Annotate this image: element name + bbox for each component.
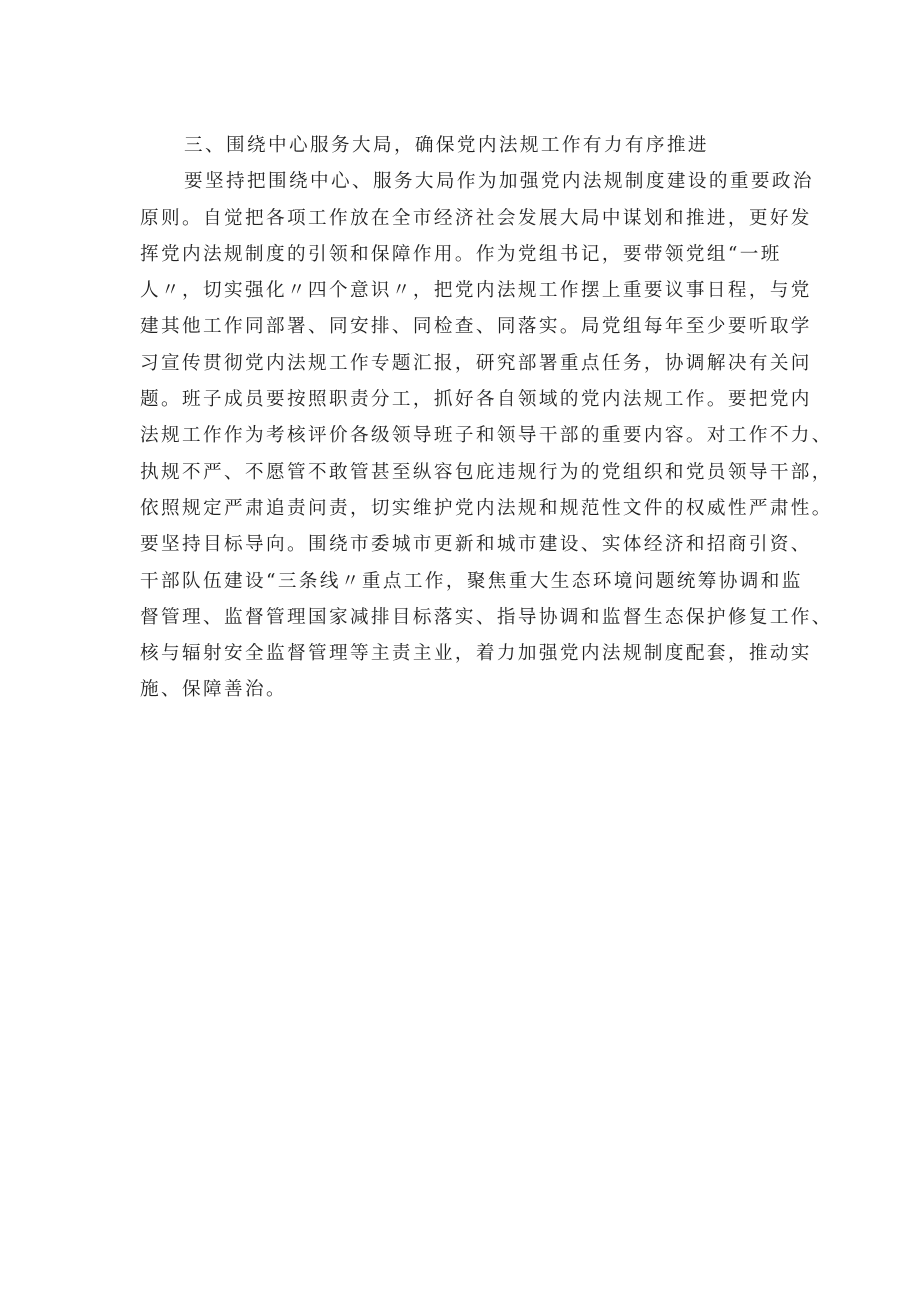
paragraph-line: 原则。自觉把各项工作放在全市经济社会发展大局中谋划和推进，更好发 <box>140 207 812 229</box>
paragraph-line: 施、保障善治。 <box>140 679 287 701</box>
paragraph-line: 执规不严、不愿管不敢管甚至纵容包庇违规行为的党组织和党员领导干部， <box>140 461 833 483</box>
paragraph-line: 核与辐射安全监督管理等主责主业，着力加强党内法规制度配套，推动实 <box>140 643 812 665</box>
section-heading: 三、围绕中心服务大局，确保党内法规工作有力有序推进 <box>184 135 709 156</box>
document-body <box>140 128 833 709</box>
paragraph-line: 挥党内法规制度的引领和保障作用。作为党组书记，要带领党组“一班 <box>140 243 782 265</box>
paragraph-line: 要坚持把围绕中心、服务大局作为加强党内法规制度建设的重要政治 <box>184 171 814 193</box>
paragraph-line: 依照规定严肃追责问责，切实维护党内法规和规范性文件的权威性严肃性。 <box>140 497 833 519</box>
paragraph-line: 人〃，切实强化〃四个意识〃，把党内法规工作摆上重要议事日程，与党 <box>140 280 812 302</box>
paragraph-line: 督管理、监督管理国家减排目标落实、指导协调和监督生态保护修复工作、 <box>140 606 833 628</box>
paragraph-line: 法规工作作为考核评价各级领导班子和领导干部的重要内容。对工作不力、 <box>140 425 833 447</box>
paragraph-line: 题。班子成员要按照职责分工，抓好各自领域的党内法规工作。要把党内 <box>140 389 812 411</box>
paragraph-line: 干部队伍建设“三条线〃重点工作，聚焦重大生态环境问题统筹协调和监 <box>140 570 803 592</box>
paragraph-line: 建其他工作同部署、同安排、同检查、同落实。局党组每年至少要听取学 <box>140 316 812 338</box>
paragraph-line: 要坚持目标导向。围绕市委城市更新和城市建设、实体经济和招商引资、 <box>140 534 812 556</box>
paragraph-line: 习宣传贯彻党内法规工作专题汇报，研究部署重点任务，协调解决有关问 <box>140 352 812 374</box>
